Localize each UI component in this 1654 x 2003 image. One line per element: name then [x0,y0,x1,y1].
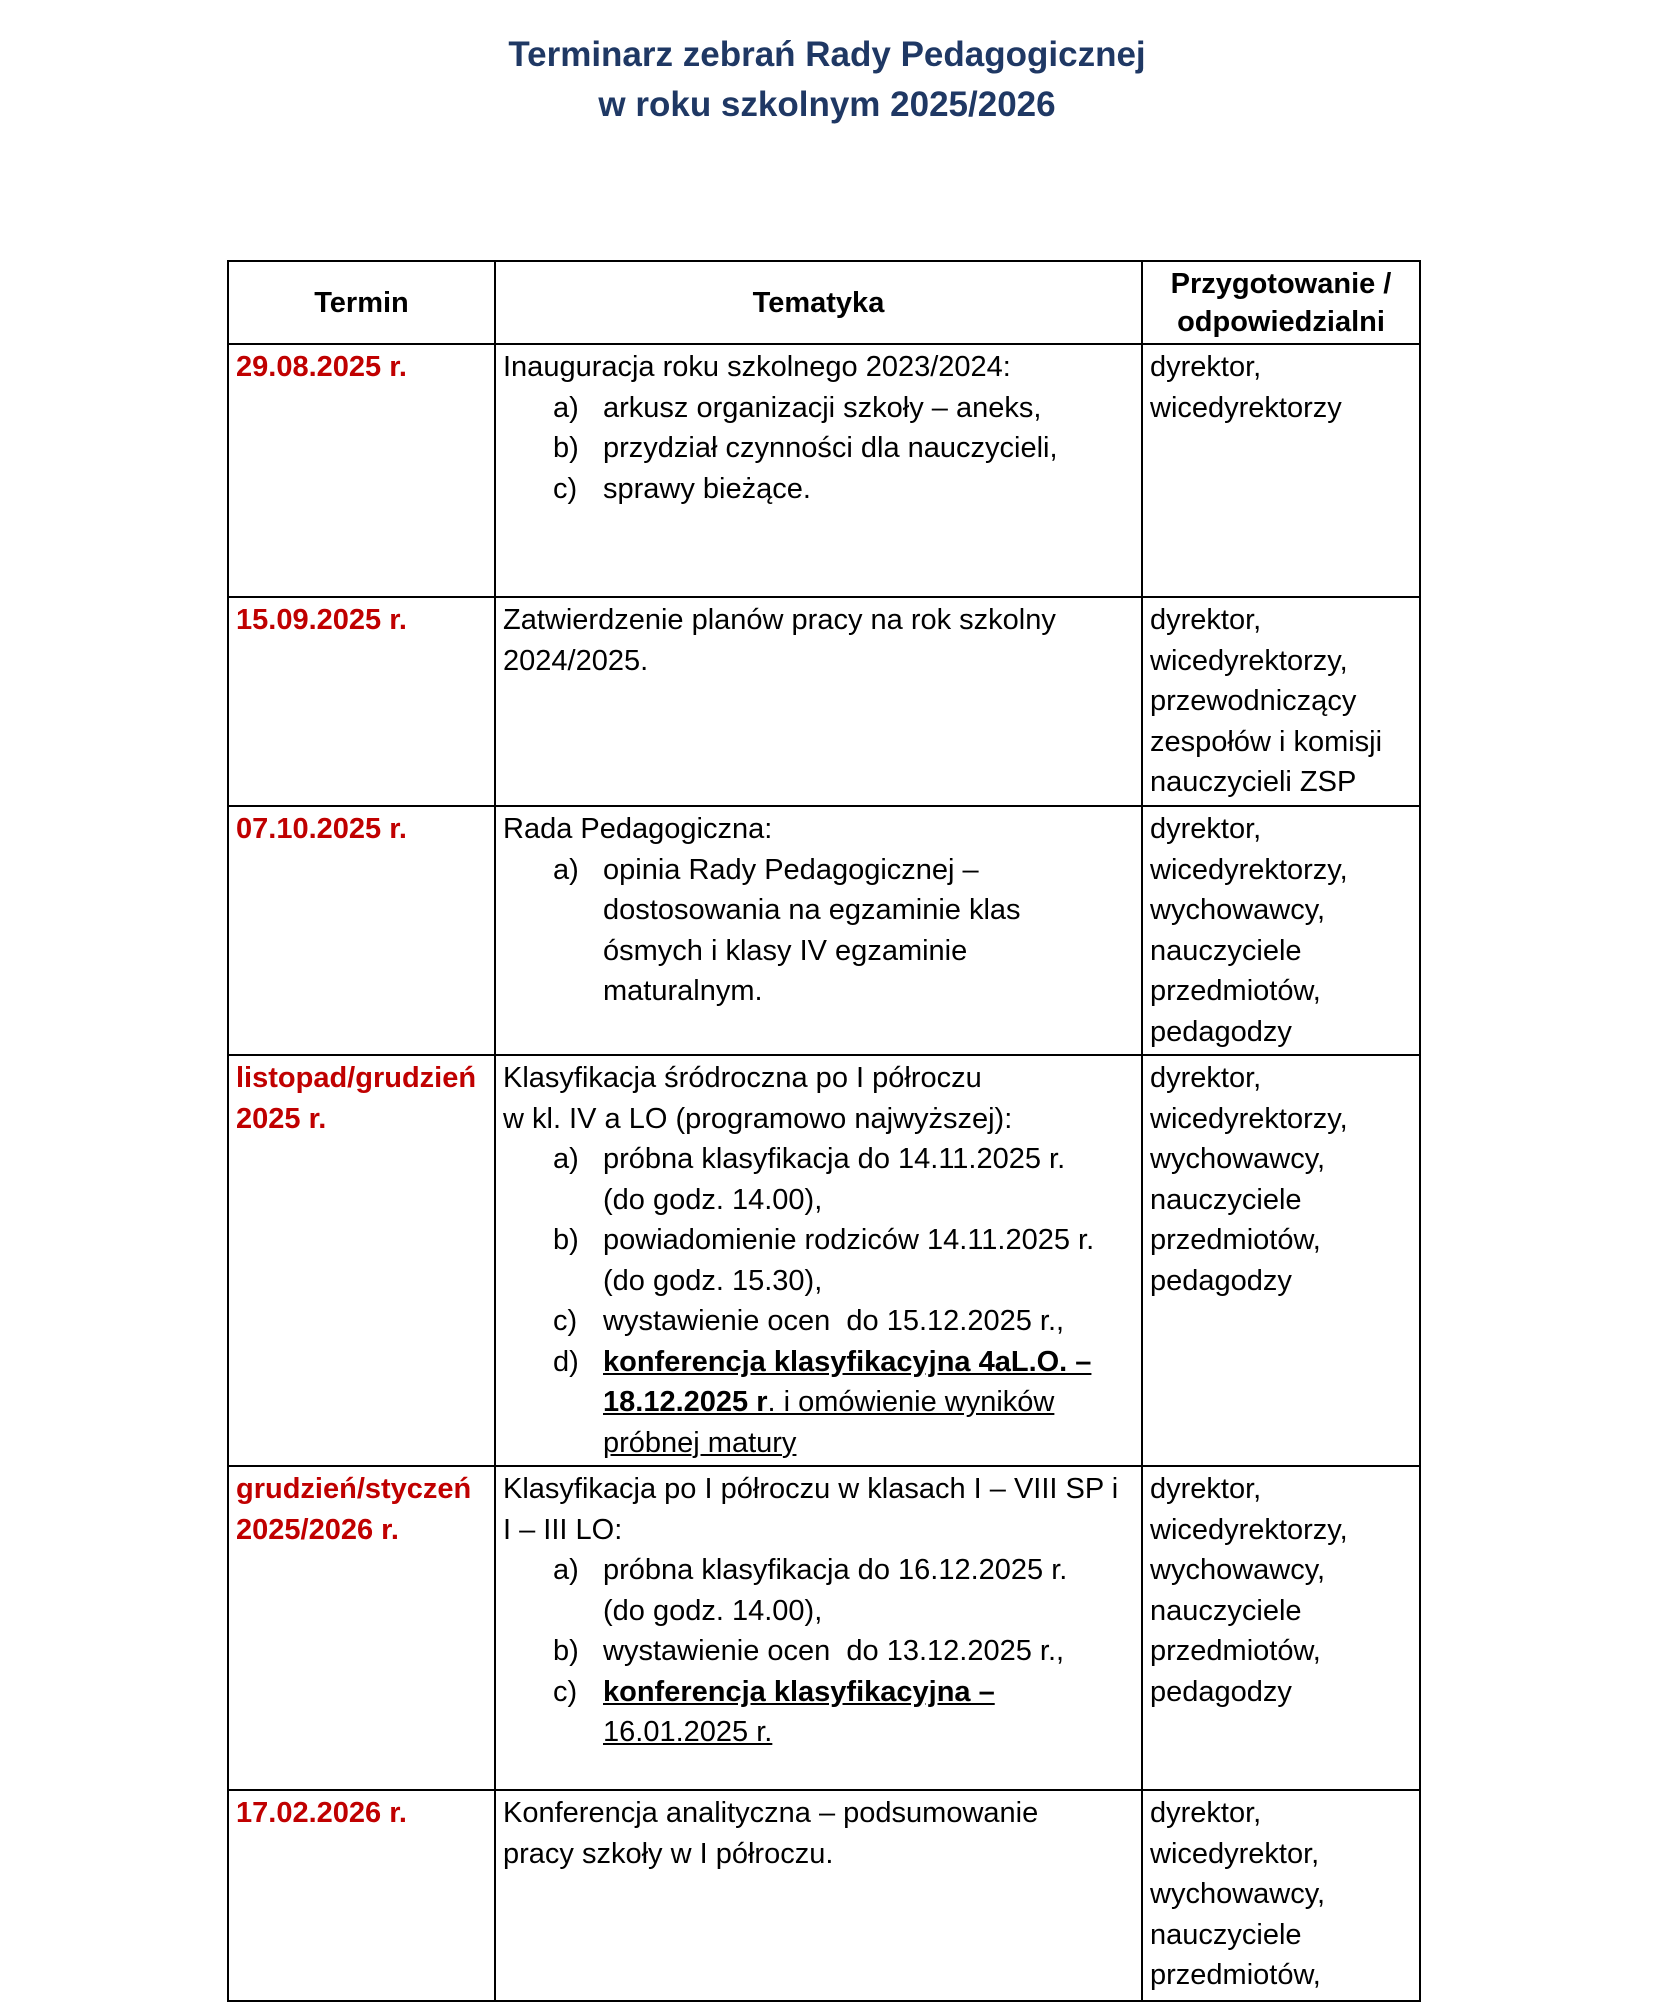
text-run: 17.02.2026 r. [236,1797,407,1829]
text-run: w kl. IV a LO (programowo najwyższej): [503,1102,1013,1135]
topic-item-line [603,971,1134,1012]
tematyka-cell [495,1055,1142,1466]
date-text [236,1793,487,1834]
topic-intro-line [503,641,1134,682]
list-item-marker: b) [553,432,579,464]
text-run: powiadomienie rodziców 14.11.2025 r. [603,1224,1095,1256]
column-header-tematyka: Tematyka [495,261,1142,344]
page-title-line-2: w roku szkolnym 2025/2026 [598,85,1056,124]
text-run: dyrektor, [1150,604,1262,636]
text-run: przewodniczący [1150,685,1357,717]
text-run: wicedyrektorzy, [1150,1102,1348,1135]
column-header-przygotowanie: Przygotowanie / odpowiedzialni [1142,261,1420,344]
text-run: dyrektor, [1150,1062,1262,1094]
list-item-marker: b) [553,1635,579,1667]
text-run: wychowawcy, [1150,1554,1326,1586]
topic-item-line [603,469,1134,510]
text-run: wychowawcy, [1150,1878,1326,1910]
text-run: 07.10.2025 r. [236,813,407,845]
text-run: dyrektor, [1150,1797,1262,1829]
text-run: nauczyciele [1150,934,1302,967]
topic-item-line [603,388,1134,429]
topic-intro-line [503,1834,1134,1875]
column-header-termin: Termin [228,261,495,344]
responsible-text [1150,971,1412,1012]
text-run: 2025 r. [236,1102,327,1135]
topic-list-item [503,469,1134,510]
text-run: konferencja klasyfikacyjna 4aL.O. – [603,1345,1092,1378]
termin-cell [228,1466,495,1790]
topic-list-item [503,388,1134,429]
text-run: grudzień/styczeń [236,1473,472,1505]
text-run: (do godz. 14.00), [603,1594,823,1627]
table-row [228,1466,1420,1790]
page-title [0,30,1654,130]
table-header-row [228,261,1420,344]
tematyka-cell [495,597,1142,806]
topic-list-item [503,1220,1134,1301]
text-run: Klasyfikacja śródroczna po I półroczu [503,1062,982,1094]
date-text [236,1469,487,1510]
text-run: 2024/2025. [503,644,649,677]
text-run: wicedyrektorzy, [1150,1513,1348,1546]
text-run: próbna klasyfikacja do 14.11.2025 r. [603,1143,1066,1175]
list-item-marker: c) [553,1305,578,1337]
topic-item-line [603,1672,1134,1713]
responsible-text [1150,1793,1412,1834]
text-run: listopad/grudzień [236,1062,477,1094]
tematyka-cell [495,806,1142,1055]
text-run: 16.01.2025 r. [603,1716,773,1748]
responsible-text [1150,1220,1412,1261]
topic-list-item [503,1631,1134,1672]
responsible-text [1150,762,1412,803]
responsible-text [1150,1058,1412,1099]
text-run: przedmiotów, [1150,975,1321,1007]
responsible-text [1150,1834,1412,1875]
text-run: pedagodzy [1150,1015,1292,1048]
responsible-text [1150,1874,1412,1915]
responsible-text [1150,1631,1412,1672]
text-run: wystawienie ocen do 15.12.2025 r., [603,1305,1065,1337]
text-run: przedmiotów, [1150,1635,1321,1667]
text-run: nauczycieli ZSP [1150,766,1357,798]
topic-intro-line [503,347,1134,388]
responsible-text [1150,1012,1412,1053]
topic-intro-line [503,1510,1134,1551]
text-run: nauczyciele [1150,1183,1302,1216]
topic-item-line [603,1712,1134,1753]
przygotowanie-cell [1142,1055,1420,1466]
table-row [228,1055,1420,1466]
responsible-text [1150,1591,1412,1632]
responsible-text [1150,890,1412,931]
topic-item-line [603,1220,1134,1261]
topic-item-line [603,931,1134,972]
date-text [236,1510,487,1551]
text-run: przydział czynności dla nauczycieli, [603,432,1058,464]
text-run: wychowawcy, [1150,1143,1326,1175]
topic-list-item [503,1301,1134,1342]
termin-cell [228,1055,495,1466]
text-run: arkusz organizacji szkoły – aneks, [603,391,1042,424]
responsible-text [1150,1261,1412,1302]
topic-list-item [503,1342,1134,1464]
topic-item-line [603,1180,1134,1221]
text-run: pracy szkoły w I półroczu. [503,1837,834,1870]
topic-item-line [603,428,1134,469]
list-item-marker: c) [553,1675,578,1708]
termin-cell [228,806,495,1055]
topic-item-line [603,1591,1134,1632]
topic-intro-line [503,1793,1134,1834]
schedule-table [227,260,1421,2002]
topic-item-line [603,1139,1134,1180]
date-text [236,1099,487,1140]
responsible-text [1150,1915,1412,1956]
text-run: wystawienie ocen do 13.12.2025 r., [603,1635,1065,1667]
topic-item-line [603,1301,1134,1342]
topic-intro-line [503,1099,1134,1140]
responsible-text [1150,722,1412,763]
table-row [228,344,1420,597]
topic-item-line [603,1261,1134,1302]
text-run: sprawy bieżące. [603,472,811,505]
przygotowanie-cell [1142,1790,1420,2001]
text-run: wicedyrektor, [1150,1837,1320,1870]
text-run: Rada Pedagogiczna: [503,813,773,845]
przygotowanie-cell [1142,344,1420,597]
date-text [236,600,487,641]
przygotowanie-cell [1142,806,1420,1055]
responsible-text [1150,1469,1412,1510]
responsible-text [1150,1955,1412,1996]
text-run: Inauguracja roku szkolnego 2023/2024: [503,351,1011,383]
responsible-text [1150,1099,1412,1140]
text-run: dyrektor, [1150,1473,1262,1505]
text-run: opinia Rady Pedagogicznej – [603,853,979,886]
schedule-table-body [228,344,1420,2001]
text-run: wicedyrektorzy, [1150,853,1348,886]
text-run: 15.09.2025 r. [236,604,407,636]
responsible-text [1150,1139,1412,1180]
topic-item-line [603,1631,1134,1672]
text-run: (do godz. 14.00), [603,1183,823,1216]
responsible-text [1150,681,1412,722]
responsible-text [1150,809,1412,850]
text-run: nauczyciele [1150,1594,1302,1627]
topic-item-line [603,1423,1134,1464]
date-text [236,1058,487,1099]
topic-intro-line [503,1469,1134,1510]
text-run: próbnej matury [603,1426,797,1459]
date-text [236,809,487,850]
przygotowanie-cell [1142,597,1420,806]
topic-list-item [503,428,1134,469]
topic-item-line [603,1382,1134,1423]
topic-intro-line [503,1058,1134,1099]
text-run: ósmych i klasy IV egzaminie [603,934,968,967]
table-row [228,597,1420,806]
list-item-marker: b) [553,1224,579,1256]
termin-cell [228,1790,495,2001]
text-run: konferencja klasyfikacyjna – [603,1675,995,1708]
topic-list-item [503,1550,1134,1631]
responsible-text [1150,641,1412,682]
date-text [236,347,487,388]
topic-list-item [503,1139,1134,1220]
text-run: wicedyrektorzy [1150,391,1342,424]
list-item-marker: a) [553,1554,579,1586]
text-run: (do godz. 15.30), [603,1264,823,1297]
tematyka-cell [495,1466,1142,1790]
text-run: zespołów i komisji [1150,725,1383,758]
text-run: Konferencja analityczna – podsumowanie [503,1797,1039,1829]
list-item-marker: a) [553,1143,579,1175]
list-item-marker: d) [553,1345,579,1378]
table-row [228,1790,1420,2001]
text-run: wychowawcy, [1150,894,1326,926]
list-item-marker: a) [553,853,579,886]
responsible-text [1150,347,1412,388]
text-run: 2025/2026 r. [236,1513,399,1546]
responsible-text [1150,1510,1412,1551]
responsible-text [1150,850,1412,891]
text-run: Zatwierdzenie planów pracy na rok szkolny [503,604,1056,636]
text-run: nauczyciele [1150,1918,1302,1951]
responsible-text [1150,1672,1412,1713]
text-run: . i omówienie wyników [767,1386,1055,1418]
text-run: przedmiotów, [1150,1224,1321,1256]
termin-cell [228,344,495,597]
text-run: dostosowania na egzaminie klas [603,894,1021,926]
list-item-marker: c) [553,472,578,505]
topic-list-item [503,850,1134,1012]
text-run: 29.08.2025 r. [236,351,407,383]
przygotowanie-cell [1142,1466,1420,1790]
responsible-text [1150,931,1412,972]
responsible-text [1150,388,1412,429]
topic-item-line [603,1342,1134,1383]
table-row [228,806,1420,1055]
topic-intro-line [503,809,1134,850]
topic-item-line [603,1550,1134,1591]
tematyka-cell [495,344,1142,597]
topic-item-line [603,850,1134,891]
responsible-text [1150,1180,1412,1221]
text-run: Klasyfikacja po I półroczu w klasach I – VIII SP i [503,1473,1119,1505]
text-run: pedagodzy [1150,1675,1292,1708]
text-run: I – III LO: [503,1513,623,1546]
text-run: przedmiotów, [1150,1959,1321,1991]
tematyka-cell [495,1790,1142,2001]
page-title-line-1: Terminarz zebrań Rady Pedagogicznej [508,35,1146,74]
text-run: próbna klasyfikacja do 16.12.2025 r. [603,1554,1068,1586]
text-run: pedagodzy [1150,1264,1292,1297]
text-run: maturalnym. [603,975,763,1007]
text-run: dyrektor, [1150,813,1262,845]
topic-item-line [603,890,1134,931]
topic-list-item [503,1672,1134,1753]
responsible-text [1150,1550,1412,1591]
text-run: dyrektor, [1150,351,1262,383]
list-item-marker: a) [553,391,579,424]
topic-intro-line [503,600,1134,641]
termin-cell [228,597,495,806]
text-run: 18.12.2025 r [603,1386,768,1418]
text-run: wicedyrektorzy, [1150,644,1348,677]
responsible-text [1150,600,1412,641]
